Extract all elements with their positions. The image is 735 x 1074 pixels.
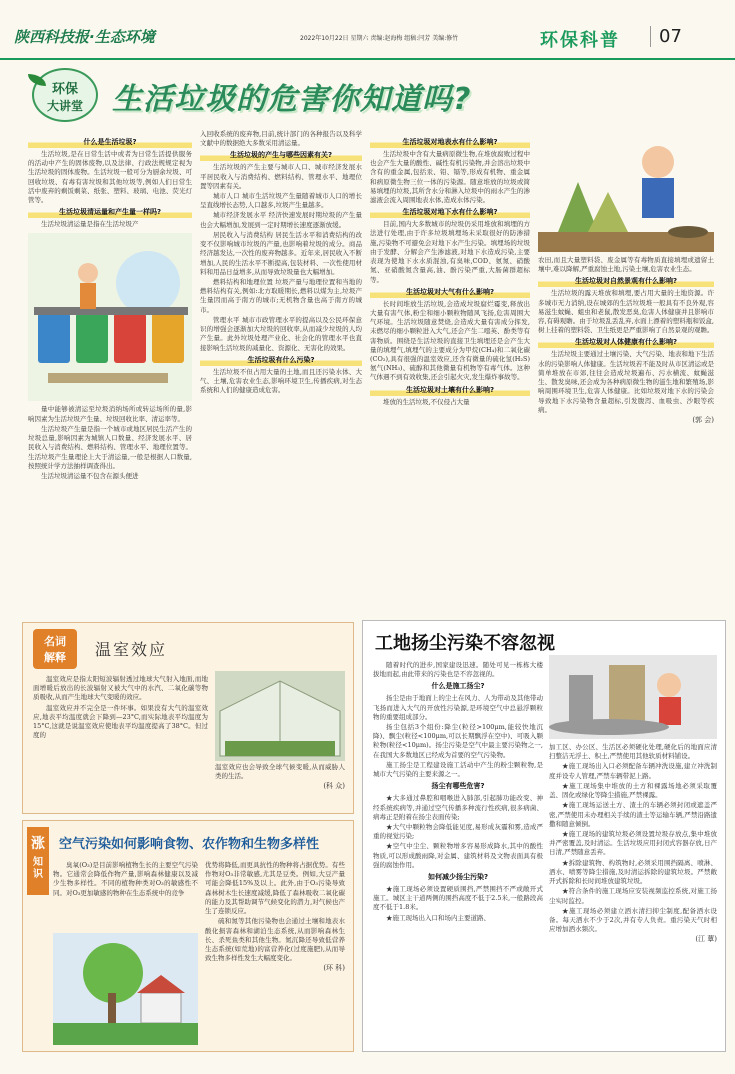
paragraph: ★拆除建筑物、构筑物时,必须采用围挡隔离、喷淋、洒水、喷雾等降尘措施,及时清运拆除的建筑垃圾。严禁敞开式拆除和长时间堆放建筑垃圾。 [549,858,717,886]
ozone-image [53,933,198,1045]
leaf-icon [28,74,46,86]
dust-box [362,620,726,1052]
greenhouse-text-2 [215,763,345,803]
paragraph: 入回收系统的废弃物,目前,统计部门的各种报告以及科学文献中的数据绝大多数采用清运量。 [200,130,362,148]
paragraph: ★施工现场集中堆放的土方和裸露场地必须采取覆盖、固化或绿化等降尘措施,严禁裸露。 [549,781,717,800]
ozone-box [22,820,354,1052]
paragraph: 生活垃圾主要通过土壤污染、大气污染、地表和地下生活水的污染影响人体健康。生活垃圾若不能及时从市区清运或是简单堆放在市郊,往往会造成垃圾遍布、污水横流、蚊蝇滋生、散发臭味,还会成为各种病原微生物的滋生地和繁殖场,影响周围环境卫生,危害人体健康。比如垃圾对地下水的污染会导致地下水污染物含量超标,引发腹泻、血吸虫、沙眼等疾病。 [538,350,714,414]
page-number: 07 [650,26,682,47]
trash-bin-icon [28,233,192,401]
knowledge-badge [27,827,49,895]
badge-line2: 解释 [44,651,66,664]
paragraph: 居民收入与消费结构 居民生活水平和消费结构的改变不仅影响城市垃圾的产量,也影响着垃圾的成分。商品经济越发达,一次性的废弃物越多。近年来,居民收入不断增加,人民的生活水平不断提高,包装材料、一次性使用材料和用品日益增多,从而导致垃圾量也大幅增加。 [200,230,362,276]
heading: 生活垃圾对地下水有什么影响? [370,208,530,218]
col-1 [28,135,192,608]
paragraph: 生活垃圾产生量是指一个城市或地区居民生活产生的垃圾总量,影响因素为城镇人口数量、经济发展水平、居民收入与消费结构、燃料结构、管理水平、地理位置等。生活垃圾产生量理论上大于清运量,一般是根据人口数量,按照统计学方法抽样调查得出。 [28,424,192,470]
paragraph: ★大多通过鼻腔和咽喉进入肺部,引起肺功能改变、神经系统疾病等,并通过空气传播多种流行性疾病,很多病菌、病毒正是附着在扬尘表面传染; [373,794,543,821]
tree-icon [53,933,198,1045]
cartoon-icon [538,122,714,252]
paragraph: 随着时代的进步,国家建设迅速。随处可见一栋栋大楼拔地而起,由此带来的污染也是不容忽视的。 [373,661,543,679]
greenhouse-text [33,675,208,807]
badge-line1: 环保 [51,82,78,97]
col-3 [370,135,530,610]
paragraph: 温室效应是指太阳短波辐射透过地球大气射入地面,而地面增暖后放出的长波辐射又被大气中的水汽、二氧化碳等物质吸收,从而产生地球大气变暖的效应。 [33,675,208,702]
heading: 生活垃圾有什么污染? [200,356,362,366]
paragraph: 施工扬尘是工程建设施工活动中产生的粉尘颗粒物,是城市大气污染的主要来源之一。 [373,760,543,779]
paragraph: 臭氧(O₃)是目前影响植物生长的主要空气污染物。它通常会降低作物产量,影响森林健康以及减少生物多样性。不同的植物种类对O₃的敏感性不同。对O₃更加敏感的物种在生态系统中的竞争 [53,861,198,897]
badge [32,68,98,122]
signature: (郭 会) [692,415,714,424]
paragraph: 温室效应并不完全是一件坏事。如果没有大气的温室效应,地表平均温度就会下降到—23°C,而实际地表平均温度为15°C,这就是说温室效应使地表平均温度提高了38°C。但过度的 [33,703,208,740]
ozone-text-2 [205,861,345,1047]
paragraph: 扬尘包括3个组份:降尘(粒径>100μm,能较快地沉降)、飘尘(粒径<100μm,可以长期飘浮在空中)、可吸入颗粒物(粒径<10μm)。扬尘污染是空气中最主要污染物之一,在我国大多数地区已经成为首要的空气污染物。 [373,723,543,759]
paragraph: ★施工现场出入口必须配备车辆冲洗设施,建立冲洗制度并设专人管理,严禁车辆带泥上路。 [549,762,717,780]
dust-col-1 [373,661,543,1047]
main-banner [12,64,724,126]
col-4 [538,122,714,610]
garbage-bins-illustration [28,233,192,401]
paragraph: 生活垃圾的露天堆放和填埋,要占用大量的土地资源。许多城市无力消纳,设在城郊的生活垃圾堆一般具有不良外观,容易滋生蚊蝇、蛆虫和老鼠,散发恶臭,危害人体健康并且影响市容,有碍观瞻。由于垃圾乱丢乱弃,水面上漂着的塑料瓶和饭盒,树上挂着的塑料袋、卫生纸更是严重影响了自然景观的观瞻。 [538,289,714,335]
ozone-text [53,861,198,931]
dust-col-2 [549,743,717,1047]
paper-name: 陕西科技报·生态环境 [14,28,155,46]
heading: 生活垃圾对土壤有什么影响? [370,386,530,396]
paragraph: 生活垃圾,是在日常生活中或者为日常生活提供服务的活动中产生的固体废物,以及法律、行政法规规定视为生活垃圾的固体废物。生活垃圾一般可分为厨余垃圾、可回收垃圾、有毒有害垃圾和其他垃圾等,例如人们日常生活中废弃的剩饭剩菜、纸张、塑料、玻璃、电池、荧光灯管等。 [28,149,192,205]
paragraph: 目前,国内大多数城市的垃圾仍采用堆放和填埋的方法进行处理,由于许多垃圾填埋场未采取很好的防渗措施,污染物不可避免会对地下水产生污染。填埋场的垃圾由于发酵、分解会产生渗滤液,对地下水造成污染,主要表现为使地下水水质混浊,有臭味,COD、氨氮、硝酸氮、亚硝酸氮含量高,油、酚污染严重,大肠菌群超标等。 [370,220,530,284]
heading: 生活垃圾对大气有什么影响? [370,288,530,298]
heading: 生活垃圾对人体健康有什么影响? [538,338,714,348]
pollution-cartoon [538,122,714,252]
heading: 生活垃圾的产生与哪些因素有关? [200,151,362,161]
header-meta: 2022年10月22日 星期六 责编:赵海梅 组稿:闫芳 美编:修竹 [300,35,459,42]
paragraph: 城市人口 城市生活垃圾产生量随着城市人口的增长呈直线增长态势,人口越多,垃圾产生量越多。 [200,192,362,210]
paragraph: ★空气中尘尘、颗粒物增多容易形成降水,其中的酸性物质,可以形成酸雨降,对金属、建筑材料及文物表面具有极强的腐蚀作用。 [373,842,543,869]
paragraph: 生活垃圾中含有大量病原微生物,在堆放腐败过程中也会产生大量的酸性、碱性有机污染物,并会溶出垃圾中含有的重金属,包括汞、铅、镉等,形成有机物、重金属和病原微生物三位一体的污染源。随意堆放的垃圾或简易填埋的垃圾,其所含水分和淋入垃圾中的雨水产生的渗滤液会流入周围地表水体,造成水体污染。 [370,149,530,205]
paragraph: 生活垃圾不但占用大量的土地,而且还污染水体、大气、土壤,危害农业生态,影响环境卫生,传播疾病,对生态系统和人们的健康造成危害。 [200,367,362,395]
paragraph: 优势将降低,而更具抗性的物种将占据优势。有些作物对O₃非常敏感,尤其是豆类。例如,大豆产量可能会降低15%及以上。此外,由于O₃污染导致森林树木生长速度减缓,降低了森林吸收二氧化碳的能力及其帮助调节气候变化的潜力,对气候也产生了连锁反应。 [205,861,345,916]
header-bar [0,0,735,60]
paragraph: 生活垃圾清运量不包含在源头便进 [41,471,139,480]
dust-title: 工地扬尘污染不容忽视 [375,633,555,654]
paragraph: 农田,而且大量塑料袋、废金属等有毒物质直接填埋或遗留土壤中,难以降解,严重腐蚀土地,污染土壤,危害农业生态。 [538,256,714,274]
heading: 如何减少扬尘污染? [427,873,489,882]
paragraph: 长时间堆放生活垃圾,会造成垃圾腐烂霉变,释放出大量有害气体,粉尘和细小颗粒物随风飞扬,危害周围大气环境。生活垃圾随意焚烧,会造成大量有害成分挥发,未燃尽的细小颗粒进入大气,还会产生二噁英、酚类等有害物质。围绕是生活垃圾的直接卫生填埋还是会产生大量的填埋气,填埋气的主要成分为甲烷(CH₄)和二氧化碳(CO₂),具有很强的温室效应,还含有微量的硫化氢(H₂S)氨气(NH₃)、硫醇和其他微量有机物等有毒气体。这种气体遇不到有效收集,还会引起火灾,发生爆炸事故等。 [370,299,530,382]
heading: 扬尘有哪些危害? [431,782,485,791]
signature: (江 蕈) [695,935,717,944]
paragraph: ★施工现场的建筑垃圾必须设置垃圾存放点,集中堆放并严密覆盖,及时清运。生活垃圾应用封闭式容器存放,日产日清,严禁随意丢弃。 [549,829,717,857]
paragraph: 管理水平 城市市政管理水平的提高以及公民环保意识的增强会逐渐加大垃圾的回收率,从而减少垃圾的人均产生量。此外垃圾处理产业化、社会化的管理水平也直接影响生活垃圾的减量化、资源化、无害化的效果。 [200,315,362,352]
paragraph: ★大气中颗粒物会降低能见度,易形成灰霾和雾,造成严重的视觉污染; [373,822,543,841]
heading: 生活垃圾对自然景观有什么影响? [538,277,714,287]
section-name: 环保科普 [540,30,620,51]
greenhouse-image [215,671,345,761]
paragraph: 温室效应也会导致全球气候变暖,从而威胁人类的生活。 [215,763,345,781]
paragraph: 城市经济发展水平 经济快速发展时期垃圾的产生量也会大幅增加,发展到一定时期增长速度逐渐放缓。 [200,211,362,229]
heading: 什么是施工扬尘? [431,682,485,691]
construction-cartoon [549,655,717,739]
paragraph: 燃料结构和地理位置 垃圾产量与地理位置和当地的燃料结构有关,例如:北方取暖期长,燃料以煤为主,垃圾产生量因而高于南方的城市;无机物含量也高于南方的城市。 [200,278,362,314]
main-title: 生活垃圾的危害你知道吗? [112,82,472,117]
paragraph: 堆放的生活垃圾,不仅侵占大量 [383,397,470,406]
badge-line1: 涨 [31,836,45,852]
paragraph: ★施工现场必须建立洒水清扫抑尘制度,配备洒水设备。每天洒水不少于2次,并有专人负责。重污染天气时相应增加洒水频次。 [549,906,717,934]
paragraph: 生活垃圾的产生主要与城市人口、城市经济发展水平居民收入与消费结构、燃料结构、管理水平、地理位置等因素有关。 [200,163,362,190]
construction-icon [549,655,717,739]
paragraph: 量中能够被清运至垃圾消纳场所或转运场所的量,影响因素为生活垃圾产生量、垃圾回收比率、清运率等。 [28,405,192,423]
badge-line1: 名词 [44,635,66,648]
badge-line2: 知识 [33,857,43,880]
greenhouse-box [22,622,354,814]
paragraph: ★施工现场出入口和场内主要道路、 [386,913,490,922]
paragraph: 生活垃圾清运量是指在生活垃圾产 [41,220,139,229]
greenhouse-icon [215,671,345,761]
paragraph: 扬尘是由于地面上的尘土在风力、人为带动及其他带动飞扬而进入大气的开放性污染源,是环境空气中总悬浮颗粒物的重要组成部分。 [373,694,543,721]
col-2 [200,130,362,610]
signature: (科 众) [323,782,345,791]
signature: (环 科) [323,964,345,973]
heading: 生活垃圾清运量和产生量一样吗? [28,208,192,218]
paragraph: ★施工现场必须设置硬质围挡,严禁围挡不严或敞开式施工。城区主干道两侧的围挡高度不低于2.5米,一般路段高度不低于1.8米。 [373,884,543,912]
greenhouse-title: 温室效应 [95,640,168,659]
ozone-title: 空气污染如何影响食物、农作物和生物多样性 [59,837,320,852]
badge-line2: 大讲堂 [46,99,83,113]
paragraph: ★施工现场运送土方、渣土的车辆必须封闭或遮盖严密,严禁使用未办理相关手续的渣土等运输车辆,严禁沿路遗撒和随意倾倒。 [549,801,717,828]
term-badge [33,629,77,669]
paragraph: ★符合条件的施工现场应安装视频监控系统,对施工扬尘实时监控。 [549,887,717,905]
paragraph: 加工区、办公区、生活区必须硬化处理,硬化后的地面应清扫整洁无浮土、积土,严禁使用其他软质材料铺设。 [549,743,717,761]
paragraph: 硫和氮等其他污染物也会通过土壤和地表水酸化损害森林和湖泊生态系统,从而影响森林生长、杀死鱼类和其他生物。氮沉降还导致低营养生态系统(如荒地)的富营养化(过度施肥),从而导致生物多样性发生大幅度变化。 [205,917,345,963]
heading: 生活垃圾对地表水有什么影响? [370,138,530,148]
heading: 什么是生活垃圾? [28,138,192,148]
